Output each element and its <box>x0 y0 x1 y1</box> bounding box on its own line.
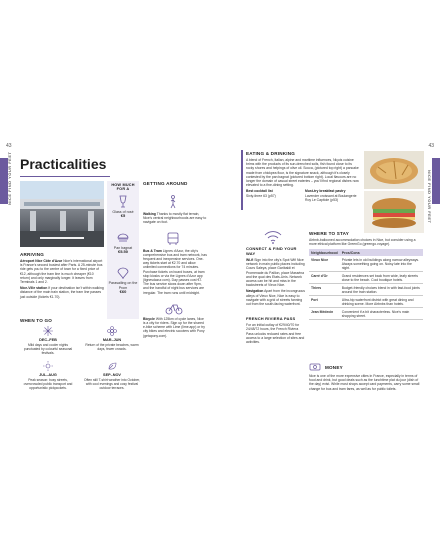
accommodation-table <box>309 249 423 320</box>
wine-glass-icon <box>116 195 130 209</box>
price-value: €5 <box>120 213 126 219</box>
bus-text: Bus & Tram Lignes d'Azur, the city's comprehensive bus and tram network, has frequent and inexpensive services. One-way tickets start at €2.70 and allow unlimited connections for 74 minutes. Purchase tickets on board buses, at tram stop kiosks or via the Lignes d'Azur app (lignesdazur.com). Day passes cost €7. The bus service slows down after 9pm, and the handful of night bus services are irregular. The tram runs until midnight. <box>143 248 207 295</box>
eating-heading: EATING & DRINKING <box>246 151 295 156</box>
eating-section <box>246 151 360 202</box>
airport-photo <box>20 181 104 247</box>
table-row <box>309 308 423 320</box>
arriving-heading: ARRIVING <box>20 252 45 257</box>
leaf-icon <box>107 361 117 371</box>
getting-around-heading: GETTING AROUND <box>143 181 188 186</box>
price-label: Parasailing on the Prom <box>108 281 138 290</box>
getting-around-section <box>143 181 207 338</box>
price-value: €5.50 <box>117 249 128 255</box>
pan-bagnat-photo <box>364 191 424 233</box>
eating-accent-bar <box>241 150 243 210</box>
price-item <box>107 266 139 294</box>
season-text: Mild days and cooler nights punctuated by colourful seasonal festivals. <box>23 343 73 355</box>
flower-icon <box>107 326 117 336</box>
bus-icon <box>165 231 207 247</box>
pros-cons-cell: Private lets in old buildings along narrow alleyways. Always something going on. Noisy late into the night. <box>340 256 423 272</box>
money-heading: MONEY <box>325 364 343 370</box>
station-lead: Nice-Ville station <box>20 286 48 291</box>
season-months: JUL–AUG <box>39 373 57 377</box>
title-rule <box>20 176 110 177</box>
eating-highlights <box>246 189 360 202</box>
season-item <box>20 326 76 355</box>
arriving-station-text <box>20 286 104 299</box>
parasail-icon <box>116 266 130 280</box>
price-item <box>107 195 139 219</box>
table-row <box>309 272 423 284</box>
wifi-icon <box>264 230 306 244</box>
riviera-pass-text: For an initial outlay of €29/40/70 for 24/48/72 hours, the French Riviera Pass unlocks reduced rates and free access to a large selection of sites and activities. <box>246 323 305 345</box>
sandwich-icon <box>116 231 130 245</box>
money-text: Nice is one of the more expensive cities in France, especially in terms of food and drink, but good deals such as the lunchtime plat du jour (dish of the day) exist. While most shops accept card payments, carry some small change for bus and tram fares, as well as for public toilets. <box>309 374 420 391</box>
when-to-go-section <box>20 318 140 390</box>
connect-heading: CONNECT & FIND YOUR WAY <box>246 246 297 256</box>
arriving-section <box>20 252 104 299</box>
season-months: DEC–FEB <box>39 338 57 342</box>
price-item <box>107 231 139 255</box>
arriving-airport-text <box>20 259 104 284</box>
left-side-label: NICE FIND YOUR FEET <box>7 151 12 205</box>
table-header-row <box>309 249 423 256</box>
walking-text: Walking Thanks to mostly flat terrain, Nice's central neighbourhoods are easy to navigate on foot. <box>143 212 207 225</box>
season-text: Return of the private beaches, warm days, fewer crowds. <box>85 343 139 351</box>
season-item <box>20 361 76 390</box>
where-to-stay-heading: WHERE TO STAY <box>309 231 350 236</box>
airport-lead: Aéroport Nice Côte d'Azur <box>20 259 63 263</box>
navigation-text: Navigation Apart from the incongruous alleys of Vieux Nice, Nice is easy to navigate with a grid of streets fanning out from the south-facing waterfront. <box>246 289 306 307</box>
right-page-number: 43 <box>428 143 434 149</box>
neighbourhood-cell: Port <box>309 296 340 308</box>
price-value: €60 <box>119 288 127 294</box>
where-to-stay-intro: Airbnb-ballooned accommodation choices in Nice, but consider using a more ethical platform like GreenGo (greengo.voyage). <box>309 238 416 247</box>
season-item <box>84 326 140 355</box>
left-page-number: 43 <box>6 143 12 149</box>
table-row <box>309 296 423 308</box>
season-text: Peak season: busy streets, overcrowded public transport and opportunistic pickpockets. <box>23 378 73 390</box>
right-side-label: NICE FIND YOUR FEET <box>427 170 432 224</box>
snowflake-icon <box>43 326 53 336</box>
where-to-stay-section <box>309 231 423 320</box>
walking-icon <box>165 194 207 210</box>
neighbourhood-cell: Thiers <box>309 284 340 296</box>
connect-section <box>246 230 306 344</box>
page-title: Practicalities <box>20 156 107 172</box>
neighbourhood-cell: Jean Médecin <box>309 308 340 320</box>
neighbourhood-cell: Carré d'Or <box>309 272 340 284</box>
when-to-go-heading: WHEN TO GO <box>20 318 53 323</box>
neighbourhood-cell: Vieux Nice <box>309 256 340 272</box>
money-icon <box>309 362 321 372</box>
sun-icon <box>43 361 53 371</box>
column-header: Neighbourhood <box>311 250 338 255</box>
right-side-tab <box>432 158 440 204</box>
riviera-pass-heading: FRENCH RIVIERA PASS <box>246 316 296 322</box>
airport-body: Nice's international airport is France's second busiest after Paris. A 25-minute bus ride gets you to the centre of town for a fixed price of €12, although the tram line is much cheaper (€10 return) and only marginally longer. It leaves from Terminals 1 and 2. <box>20 259 103 285</box>
column-header: Pros/Cons <box>340 249 423 256</box>
must-try-pastry: Must-try breakfast pastry Lavender croissant at Boulangerie Roy Le Capitole (p53) <box>305 189 357 202</box>
best-cocktail: Best cocktail list Sixty-three 63 (p57) <box>246 189 276 198</box>
price-label: Pan bagnat <box>113 245 133 250</box>
table-row <box>309 256 423 272</box>
socca-photo <box>364 151 424 189</box>
pros-cons-cell: Grand residences set back from wide, leafy streets close to the beach. Cool boutique hotels. <box>340 272 423 284</box>
how-much-box <box>107 181 139 319</box>
bicycle-text: Bicycle With 125km of cycle lanes, Nice is a city for riders. Sign up for the shared e-bike scheme with Lime (lime.app) or try city bikes and electric scooters with Pony (getapony.com). <box>143 316 205 338</box>
eating-text: A blend of French, Italian, alpine and maritime influences, Niçois cuisine brims with the products of its sun-drenched soils, fish found close to its rocky shores and helpings of olive oil. Socca, (pictured top right) a pancake made from chickpea flour, is the signature snack, although it's closely contested by the pan bagnat (pictured bottom right). Local flavours are no longer the domain of casual street eateries – you'll find regional dishes now elevated to a fine-dining setting. <box>246 158 359 188</box>
how-much-heading: HOW MUCH FOR A <box>111 183 135 191</box>
bicycle-icon <box>165 301 207 315</box>
wifi-text: Wi-fi Sign into the city's Spot Wifi Nice network in main public places including Cours Saleya, place Garibaldi et Promenade du Paillon, place Masséna and the quai des Etats-Unis. Network access can be hit and miss in the backstreets of Vieux Nice. <box>246 258 305 288</box>
pros-cons-cell: Convenient if a bit characterless. Nice's main shopping street. <box>340 308 423 320</box>
season-item <box>84 361 140 390</box>
pros-cons-cell: Ultra-hip waterfront district with great dining and drinking scene. More Airbnbs than hotels. <box>340 296 423 308</box>
season-months: MAR–JUN <box>102 338 122 342</box>
pros-cons-cell: Budget-friendly choices blend in with fast-food joints around the train station. <box>340 284 423 296</box>
price-label: Glass of rosé <box>112 210 134 215</box>
season-text: Often still T-shirt weather into October, with cool evenings and cosy festival outdoor terraces. <box>84 378 141 390</box>
season-months: SEP–NOV <box>103 373 121 377</box>
station-body: If your destination isn't within walking distance of the main train station, the tram line passes just outside (tickets €1.70). <box>20 286 104 299</box>
table-row <box>309 284 423 296</box>
money-section <box>309 362 423 391</box>
